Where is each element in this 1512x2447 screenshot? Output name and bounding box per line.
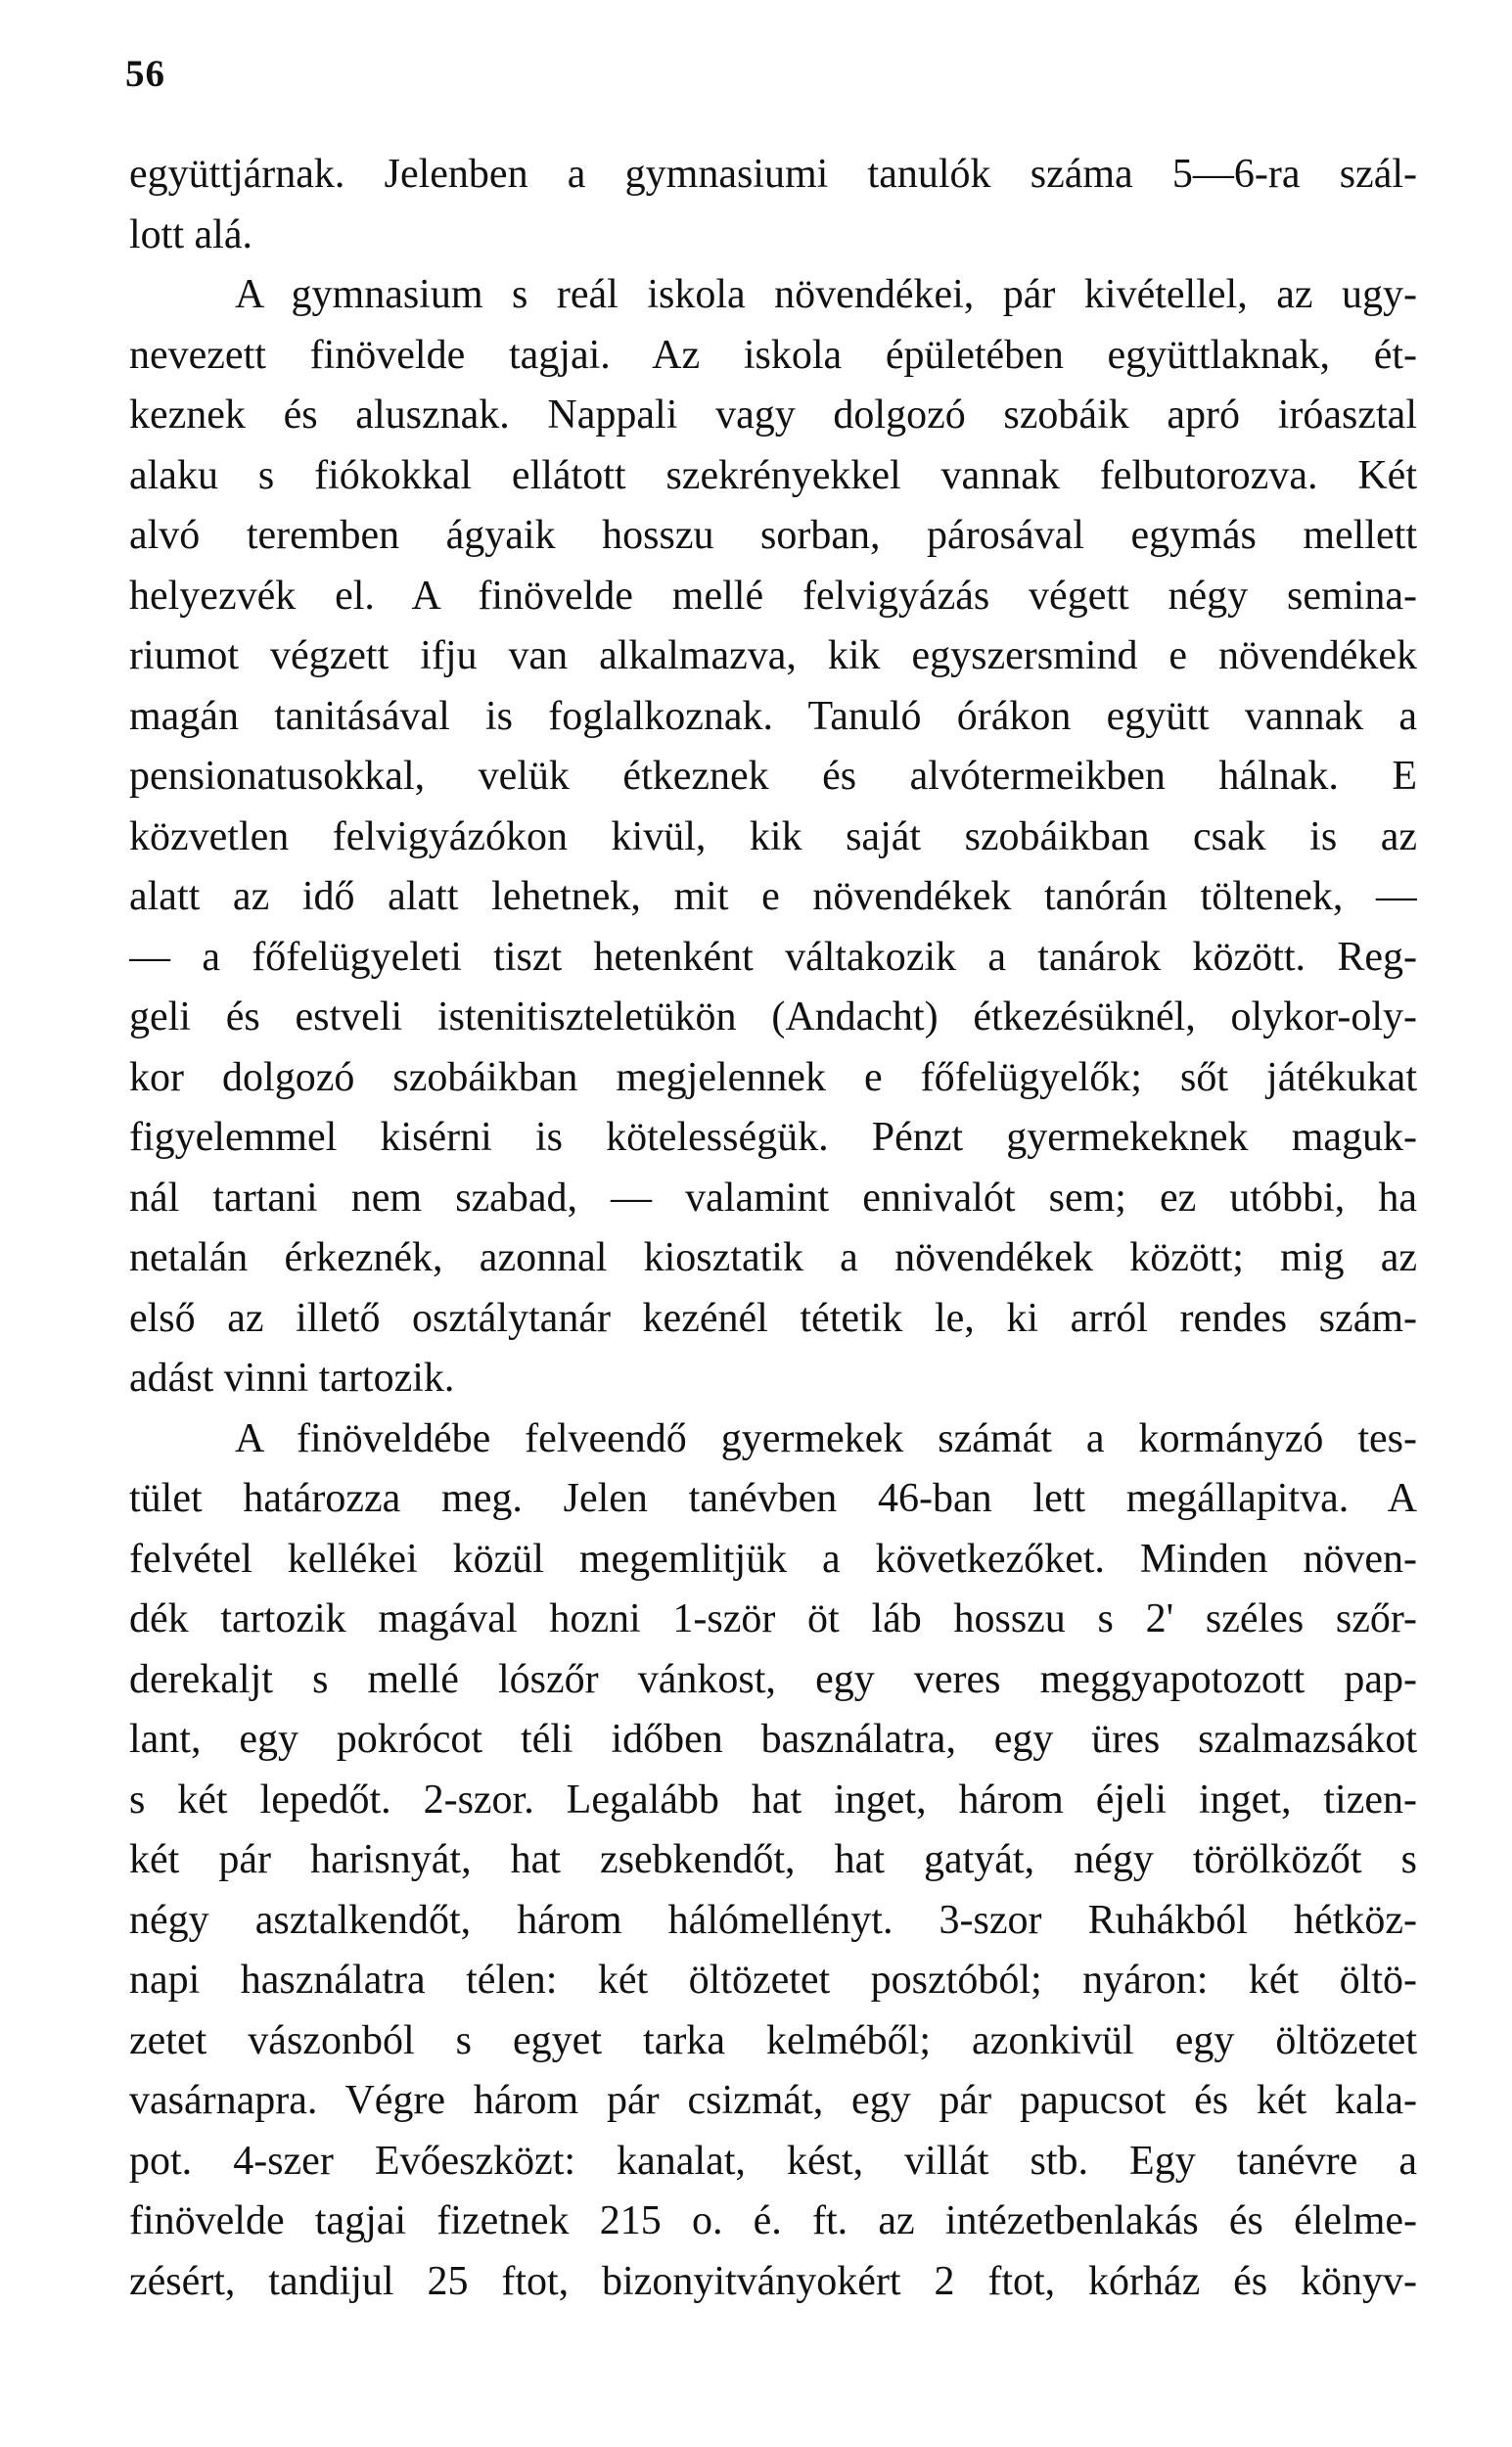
text-line: nál tartani nem szabad, — valamint ennivalót sem; ez utóbbi, ha bbox=[129, 1175, 1417, 1221]
text-line: finövelde tagjai fizetnek 215 o. é. ft. az intézetbenlakás és élelme- bbox=[129, 2198, 1417, 2243]
text-line: vasárnapra. Végre három pár csizmát, egy pár papucsot és két kala- bbox=[129, 2078, 1417, 2123]
text-line: helyezvék el. A finövelde mellé felvigyázás végett négy semina- bbox=[129, 573, 1417, 619]
body-text bbox=[129, 145, 1417, 2312]
text-line: együttjárnak. Jelenben a gymnasiumi tanulók száma 5—6-ra szál- bbox=[129, 152, 1417, 197]
text-line: kor dolgozó szobáikban megjelennek e főfelügyelők; sőt játékukat bbox=[129, 1054, 1417, 1100]
text-line: adást vinni tartozik. bbox=[129, 1356, 455, 1401]
text-line: pot. 4-szer Evőeszközt: kanalat, kést, villát stb. Egy tanévre a bbox=[129, 2138, 1417, 2184]
text-line: pensionatusokkal, velük étkeznek és alvótermeikben hálnak. E bbox=[129, 754, 1417, 799]
text-line: lant, egy pokrócot téli időben basználatra, egy üres szalmazsákot bbox=[129, 1717, 1417, 1762]
text-line: keznek és alusznak. Nappali vagy dolgozó szobáik apró iróasztal bbox=[129, 392, 1417, 438]
text-line: figyelemmel kisérni is kötelességük. Pénzt gyermekeknek maguk- bbox=[129, 1115, 1417, 1160]
text-line: zetet vászonból s egyet tarka kelméből; azonkivül egy öltözetet bbox=[129, 2017, 1417, 2063]
text-line: netalán érkeznék, azonnal kiosztatik a növendékek között; mig az bbox=[129, 1235, 1417, 1280]
text-line: felvétel kellékei közül megemlitjük a következőket. Minden növen- bbox=[129, 1536, 1417, 1582]
text-line: derekaljt s mellé lószőr vánkost, egy veres meggyapotozott pap- bbox=[129, 1656, 1417, 1702]
text-line: riumot végzett ifju van alkalmazva, kik egyszersmind e növendékek bbox=[129, 633, 1417, 678]
text-line: nevezett finövelde tagjai. Az iskola épületében együttlaknak, ét- bbox=[129, 332, 1417, 378]
text-line: geli és estveli istenitiszteletükön (Andacht) étkezésüknél, olykor-oly- bbox=[129, 994, 1417, 1039]
text-line: első az illető osztálytanár kezénél tétetik le, ki arról rendes szám- bbox=[129, 1295, 1417, 1341]
page-number: 56 bbox=[125, 53, 165, 95]
text-line: dék tartozik magával hozni 1-ször öt láb hosszu s 2' széles szőr- bbox=[129, 1596, 1417, 1641]
text-line: lott alá. bbox=[129, 211, 252, 257]
text-line: négy asztalkendőt, három hálómellényt. 3-szor Ruhákból hétköz- bbox=[129, 1897, 1417, 1943]
text-line: két pár harisnyát, hat zsebkendőt, hat gatyát, négy törölközőt s bbox=[129, 1837, 1417, 1882]
text-line: zésért, tandijul 25 ftot, bizonyitványokért 2 ftot, kórház és könyv- bbox=[129, 2258, 1417, 2304]
text-line: tület határozza meg. Jelen tanévben 46-ban lett megállapitva. A bbox=[129, 1476, 1417, 1521]
text-line: alatt az idő alatt lehetnek, mit e növendékek tanórán töltenek, — bbox=[129, 874, 1417, 919]
text-line: A finöveldébe felveendő gyermekek számát a kormányzó tes- bbox=[235, 1415, 1417, 1461]
text-line: magán tanitásával is foglalkoznak. Tanuló órákon együtt vannak a bbox=[129, 693, 1417, 739]
text-line: napi használatra télen: két öltözetet posztóból; nyáron: két öltö- bbox=[129, 1958, 1417, 2003]
text-line: közvetlen felvigyázókon kivül, kik saját szobáikban csak is az bbox=[129, 813, 1417, 859]
text-line: alaku s fiókokkal ellátott szekrényekkel vannak felbutorozva. Két bbox=[129, 452, 1417, 498]
text-line: A gymnasium s reál iskola növendékei, pár kivétellel, az ugy- bbox=[235, 272, 1417, 317]
text-line: — a főfelügyeleti tiszt hetenként váltakozik a tanárok között. Reg- bbox=[129, 934, 1417, 980]
text-line: s két lepedőt. 2-szor. Legalább hat inget, három éjeli inget, tizen- bbox=[129, 1777, 1417, 1823]
text-line: alvó teremben ágyaik hosszu sorban, párosával egymás mellett bbox=[129, 513, 1417, 558]
